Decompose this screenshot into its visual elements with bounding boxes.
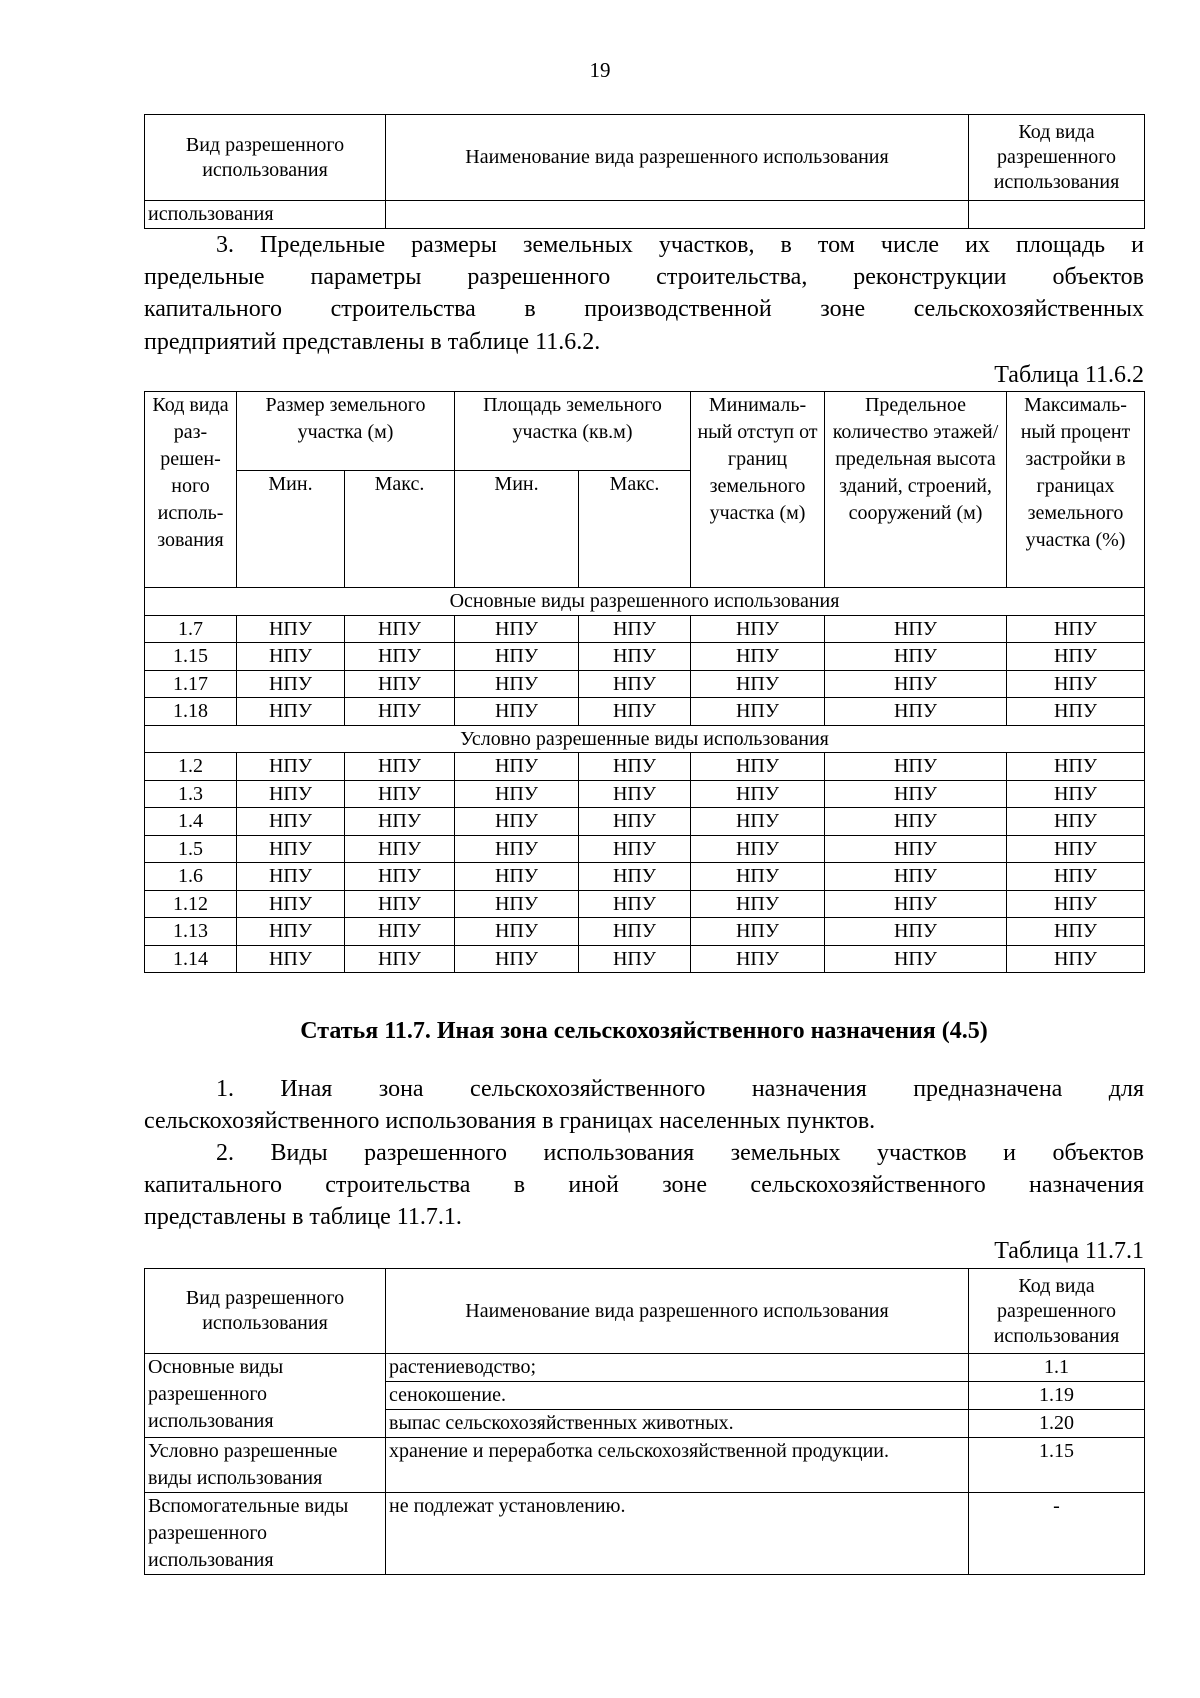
value-cell: НПУ: [345, 753, 455, 781]
value-cell: НПУ: [579, 890, 691, 918]
value-cell: НПУ: [691, 835, 825, 863]
value-cell: НПУ: [579, 643, 691, 671]
value-cell: НПУ: [1007, 945, 1145, 973]
value-cell: НПУ: [579, 863, 691, 891]
table-row: [145, 643, 1145, 671]
header-code: Код вида раз-решен-ного исполь-зования: [145, 392, 237, 588]
code-cell: 1.18: [145, 698, 237, 726]
para3-line-1: 3. Предельные размеры земельных участков, в том числе их площадь и: [216, 232, 1144, 258]
table-11-6-2: [144, 391, 1145, 973]
value-cell: НПУ: [237, 863, 345, 891]
value-cell: НПУ: [345, 780, 455, 808]
value-cell: НПУ: [455, 698, 579, 726]
value-cell: НПУ: [825, 890, 1007, 918]
p2-line-1: 2. Виды разрешенного использования земельных участков и объектов: [216, 1140, 1144, 1166]
page-number: 19: [589, 58, 611, 82]
use-name: выпас сельскохозяйственных животных.: [386, 1410, 969, 1438]
value-cell: НПУ: [345, 643, 455, 671]
value-cell: НПУ: [825, 780, 1007, 808]
value-cell: НПУ: [237, 918, 345, 946]
value-cell: НПУ: [237, 753, 345, 781]
section-row: [145, 725, 1145, 753]
code-cell: 1.13: [145, 918, 237, 946]
section-title: Условно разрешенные виды использования: [145, 725, 1145, 753]
header-size-min: Мин.: [237, 471, 345, 588]
table-row: [145, 863, 1145, 891]
p1-line-2: сельскохозяйственного использования в границах населенных пунктов.: [144, 1108, 876, 1134]
value-cell: НПУ: [237, 670, 345, 698]
header-size: Размер земельного участка (м): [237, 392, 455, 471]
value-cell: НПУ: [691, 918, 825, 946]
value-cell: НПУ: [1007, 698, 1145, 726]
table-row: [145, 753, 1145, 781]
header-area-max: Макс.: [579, 471, 691, 588]
value-cell: НПУ: [579, 698, 691, 726]
value-cell: НПУ: [825, 670, 1007, 698]
use-code: 1.1: [969, 1354, 1145, 1382]
value-cell: НПУ: [691, 615, 825, 643]
para3-line-4: предприятий представлены в таблице 11.6.2.: [144, 329, 601, 355]
value-cell: НПУ: [691, 698, 825, 726]
code-cell: 1.6: [145, 863, 237, 891]
value-cell: НПУ: [1007, 890, 1145, 918]
value-cell: НПУ: [345, 863, 455, 891]
value-cell: НПУ: [1007, 780, 1145, 808]
value-cell: НПУ: [455, 615, 579, 643]
value-cell: НПУ: [237, 945, 345, 973]
value-cell: НПУ: [691, 863, 825, 891]
table-row: [145, 615, 1145, 643]
table-row: [145, 890, 1145, 918]
p2-line-2: капитального строительства в иной зоне сельскохозяйственного назначения: [144, 1172, 1144, 1198]
value-cell: НПУ: [455, 780, 579, 808]
value-cell: НПУ: [1007, 808, 1145, 836]
p1-line-1: 1. Иная зона сельскохозяйственного назначения предназначена для: [216, 1076, 1144, 1102]
value-cell: НПУ: [345, 698, 455, 726]
value-cell: НПУ: [455, 945, 579, 973]
value-cell: НПУ: [455, 890, 579, 918]
section-title: Основные виды разрешенного использования: [145, 588, 1145, 616]
value-cell: НПУ: [455, 835, 579, 863]
value-cell: НПУ: [455, 808, 579, 836]
header-type: Вид разрешенного использования: [145, 1269, 386, 1354]
value-cell: НПУ: [691, 643, 825, 671]
value-cell: НПУ: [579, 918, 691, 946]
value-cell: НПУ: [237, 808, 345, 836]
group-conditional-type: Условно разрешенные виды использования: [145, 1438, 386, 1493]
value-cell: НПУ: [237, 780, 345, 808]
para3-line-2: предельные параметры разрешенного строительства, реконструкции объектов: [144, 264, 1144, 290]
use-code: -: [969, 1493, 1145, 1575]
use-code: 1.20: [969, 1410, 1145, 1438]
value-cell: НПУ: [825, 615, 1007, 643]
value-cell: НПУ: [691, 670, 825, 698]
value-cell: НПУ: [1007, 835, 1145, 863]
value-cell: НПУ: [455, 670, 579, 698]
table-11-7-1: [144, 1268, 1145, 1575]
table-row: [145, 780, 1145, 808]
section-row: [145, 588, 1145, 616]
value-cell: НПУ: [579, 945, 691, 973]
value-cell: НПУ: [1007, 753, 1145, 781]
empty-cell: [969, 201, 1145, 229]
para3-line-3: капитального строительства в производственной зоне сельскохозяйственных: [144, 296, 1144, 322]
table-row: [145, 698, 1145, 726]
header-size-max: Макс.: [345, 471, 455, 588]
table-row: [145, 835, 1145, 863]
value-cell: НПУ: [1007, 863, 1145, 891]
code-cell: 1.12: [145, 890, 237, 918]
value-cell: НПУ: [691, 945, 825, 973]
table-caption-1162: Таблица 11.6.2: [994, 362, 1144, 388]
value-cell: НПУ: [237, 615, 345, 643]
value-cell: НПУ: [345, 670, 455, 698]
header-code: Код вида разрешенного использования: [969, 1269, 1145, 1354]
code-cell: 1.7: [145, 615, 237, 643]
table-row: [145, 945, 1145, 973]
value-cell: НПУ: [455, 643, 579, 671]
value-cell: НПУ: [455, 863, 579, 891]
value-cell: НПУ: [825, 918, 1007, 946]
value-cell: НПУ: [345, 890, 455, 918]
p2-line-3: представлены в таблице 11.7.1.: [144, 1204, 462, 1230]
value-cell: НПУ: [825, 698, 1007, 726]
value-cell: НПУ: [579, 808, 691, 836]
value-cell: НПУ: [579, 835, 691, 863]
code-cell: 1.5: [145, 835, 237, 863]
value-cell: НПУ: [825, 863, 1007, 891]
value-cell: НПУ: [237, 643, 345, 671]
header-area-min: Мин.: [455, 471, 579, 588]
table-row: [145, 918, 1145, 946]
code-cell: 1.14: [145, 945, 237, 973]
value-cell: НПУ: [1007, 670, 1145, 698]
header-floors: Предельное количество этажей/ предельная высота зданий, строений, сооружений (м): [825, 392, 1007, 588]
value-cell: НПУ: [691, 780, 825, 808]
table-11-6-2-body: [145, 588, 1145, 973]
value-cell: НПУ: [825, 835, 1007, 863]
table-caption-1171: Таблица 11.7.1: [994, 1238, 1144, 1264]
code-cell: 1.3: [145, 780, 237, 808]
top-continuation-table: [144, 114, 1145, 229]
header-area: Площадь земельного участка (кв.м): [455, 392, 691, 471]
group-main-type: Основные виды разрешенного использования: [145, 1354, 386, 1438]
value-cell: НПУ: [825, 643, 1007, 671]
value-cell: НПУ: [345, 835, 455, 863]
group-auxiliary-type: Вспомогательные виды разрешенного использования: [145, 1493, 386, 1575]
value-cell: НПУ: [345, 615, 455, 643]
empty-cell: [386, 201, 969, 229]
use-code: 1.15: [969, 1438, 1145, 1493]
value-cell: НПУ: [579, 753, 691, 781]
use-name: не подлежат установлению.: [386, 1493, 969, 1575]
header-coverage: Максималь-ный процент застройки в границах земельного участка (%): [1007, 392, 1145, 588]
value-cell: НПУ: [691, 890, 825, 918]
value-cell: НПУ: [237, 835, 345, 863]
value-cell: НПУ: [345, 918, 455, 946]
use-name: растениеводство;: [386, 1354, 969, 1382]
article-heading: Статья 11.7. Иная зона сельскохозяйственного назначения (4.5): [300, 1018, 988, 1044]
table-row: [145, 808, 1145, 836]
value-cell: НПУ: [1007, 918, 1145, 946]
code-cell: 1.15: [145, 643, 237, 671]
header-name: Наименование вида разрешенного использования: [386, 1269, 969, 1354]
value-cell: НПУ: [345, 945, 455, 973]
value-cell: НПУ: [691, 808, 825, 836]
value-cell: НПУ: [345, 808, 455, 836]
value-cell: НПУ: [1007, 615, 1145, 643]
code-cell: 1.2: [145, 753, 237, 781]
value-cell: НПУ: [579, 780, 691, 808]
value-cell: НПУ: [455, 753, 579, 781]
value-cell: НПУ: [579, 670, 691, 698]
table-row: [145, 670, 1145, 698]
value-cell: НПУ: [579, 615, 691, 643]
code-cell: 1.17: [145, 670, 237, 698]
use-name: сенокошение.: [386, 1382, 969, 1410]
value-cell: НПУ: [825, 945, 1007, 973]
value-cell: НПУ: [455, 918, 579, 946]
header-setback: Минималь-ный отступ от границ земельного участка (м): [691, 392, 825, 588]
value-cell: НПУ: [825, 753, 1007, 781]
header-type: Вид разрешенного использования: [145, 115, 386, 201]
value-cell: НПУ: [237, 698, 345, 726]
continuation-cell: использования: [145, 201, 386, 229]
value-cell: НПУ: [1007, 643, 1145, 671]
value-cell: НПУ: [691, 753, 825, 781]
value-cell: НПУ: [825, 808, 1007, 836]
value-cell: НПУ: [237, 890, 345, 918]
use-name: хранение и переработка сельскохозяйственной продукции.: [386, 1438, 969, 1493]
header-name: Наименование вида разрешенного использования: [386, 115, 969, 201]
use-code: 1.19: [969, 1382, 1145, 1410]
code-cell: 1.4: [145, 808, 237, 836]
header-code: Код вида разрешенного использования: [969, 115, 1145, 201]
